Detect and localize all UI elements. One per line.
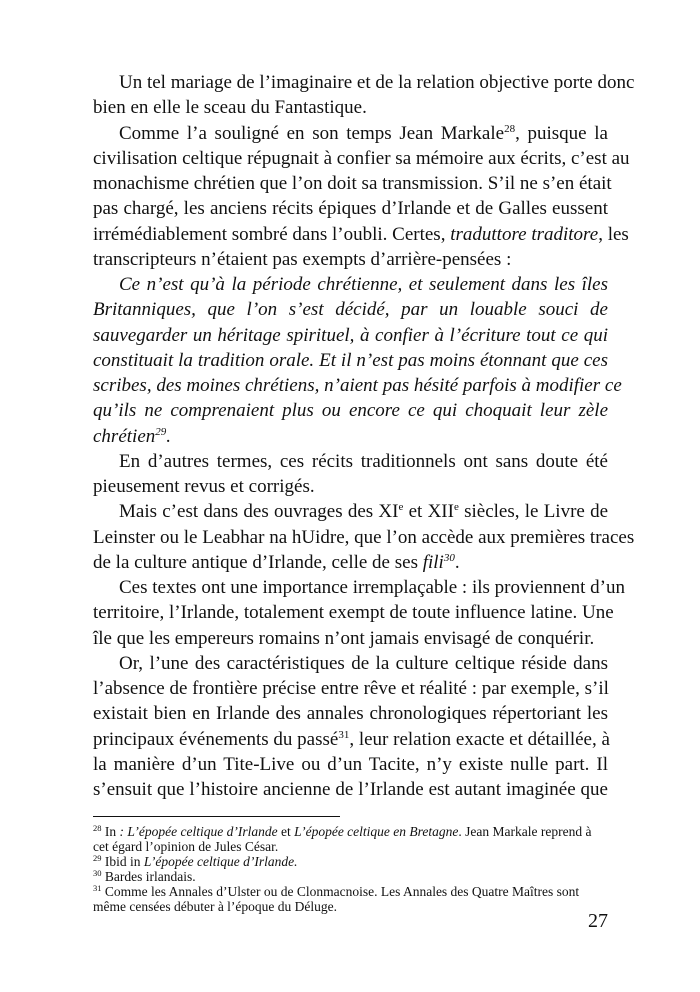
text-line (93, 424, 608, 449)
text-line (93, 373, 622, 398)
text-run: transcripteurs n’étaient pas exempts d’arrière-pensées : (93, 248, 512, 270)
footnote-ref: e (398, 501, 404, 514)
text-line (93, 171, 612, 196)
text-line (93, 701, 608, 726)
footnote-line (93, 899, 613, 914)
text-line (93, 272, 608, 297)
text-line (93, 146, 630, 171)
text-run: Comme l’a souligné en son temps Jean Markale (119, 122, 505, 144)
text-run: L’épopée celtique en Bretagne (294, 824, 459, 839)
footnote-ref: 28 (93, 823, 102, 833)
text-run: bien en elle le sceau du Fantastique. (93, 97, 367, 119)
text-run: existait bien en Irlande des annales chronologiques répertoriant les (93, 703, 608, 725)
text-line (93, 196, 608, 221)
text-line (93, 297, 608, 322)
text-line (93, 95, 608, 120)
text-run: Or, l’une des caractéristiques de la culture celtique réside dans (119, 652, 608, 674)
block-quote (93, 272, 622, 449)
paragraph (93, 449, 608, 500)
footnotes (93, 824, 613, 914)
text-run: de la culture antique d’Irlande, celle de ses (93, 551, 423, 573)
text-line (93, 222, 629, 247)
text-run: Un tel mariage de l’imaginaire et de la relation objective porte donc (119, 72, 635, 93)
text-run: l’absence de frontière précise entre rêve et réalité : par exemple, s’il (93, 678, 609, 699)
paragraph (93, 499, 635, 575)
text-run: Mais c’est dans des ouvrages des XI (119, 501, 399, 523)
text-line (93, 626, 608, 651)
text-run: Leinster ou le Leabhar na hUidre, que l’on accède aux premières traces (93, 526, 635, 548)
text-run: chrétien (93, 425, 156, 447)
text-line (93, 727, 608, 752)
footnote-line (93, 839, 613, 854)
text-line (93, 575, 625, 600)
text-line (93, 70, 635, 95)
paragraph (93, 70, 635, 121)
text-run: siècles, le Livre de (458, 501, 609, 523)
text-run: . Jean Markale reprend à (458, 824, 592, 839)
text-run: En d’autres termes, ces récits traditionnels ont sans doute été (119, 450, 608, 472)
text-run: . (454, 551, 460, 573)
text-line (93, 323, 608, 348)
text-run: civilisation celtique répugnait à confier sa mémoire aux écrits, c’est au (93, 147, 630, 169)
text-run: In (101, 824, 120, 839)
footnote-ref: e (453, 501, 459, 514)
text-run: et XII (403, 501, 454, 523)
footnote-separator (93, 816, 340, 817)
text-line (93, 752, 608, 777)
footnote-ref: 30 (443, 551, 455, 564)
text-line (93, 348, 608, 373)
footnote-ref: 29 (155, 425, 167, 438)
text-run: cet égard l’opinion de Jules César. (93, 839, 279, 854)
paragraph (93, 121, 630, 273)
footnote-ref: 31 (338, 728, 350, 741)
text-run: pieusement revus et corrigés. (93, 476, 315, 497)
text-line (93, 247, 608, 272)
text-run: Britanniques, que l’on s’est décidé, par un louable souci de (93, 299, 608, 321)
text-line (93, 121, 608, 146)
body-text (93, 70, 635, 802)
text-line (93, 398, 608, 423)
footnote-ref: 31 (93, 883, 102, 893)
text-line (93, 550, 608, 575)
text-run: Comme les Annales d’Ulster ou de Clonmacnoise. Les Annales des Quatre Maîtres sont (101, 884, 580, 899)
footnote-line (93, 884, 613, 899)
text-run: traduttore traditore (450, 223, 599, 245)
text-run: la manière d’un Tite-Live ou d’un Tacite, n’y existe nulle part. Il (93, 753, 608, 775)
paragraph (93, 651, 608, 803)
text-run: monachisme chrétien que l’on doit sa transmission. S’il ne s’en était (93, 173, 612, 194)
text-line (93, 676, 608, 701)
text-run: , leur relation exacte et détaillée, à (349, 728, 610, 750)
footnote-ref: 30 (93, 868, 102, 878)
text-run: fili (422, 551, 444, 573)
text-line (93, 499, 608, 524)
text-run: s’ensuit que l’histoire ancienne de l’Irlande est autant imaginée que (93, 779, 608, 800)
text-run: territoire, l’Irlande, totalement exempt de toute influence latine. Une (93, 602, 614, 624)
text-run: constituait la tradition orale. Et il n’est pas moins étonnant que ces (93, 349, 608, 371)
text-line (93, 600, 614, 625)
text-line (93, 474, 608, 499)
text-run: pas chargé, les anciens récits épiques d’Irlande et de Galles eussent (93, 198, 608, 220)
text-run: L’épopée celtique d’Irlande. (143, 854, 298, 869)
text-run: , les (598, 223, 629, 245)
page-number: 27 (588, 910, 608, 932)
text-run: qu’ils ne comprenaient plus ou encore ce qui choquait leur zèle (93, 400, 608, 422)
text-run: île que les empereurs romains n’ont jamais envisagé de conquérir. (93, 627, 595, 649)
text-run: Bardes irlandais. (101, 869, 196, 884)
paragraph (93, 575, 625, 651)
text-line (93, 651, 608, 676)
footnote-line (93, 824, 613, 839)
text-line (93, 449, 608, 474)
text-line (93, 777, 608, 802)
text-run: irrémédiablement sombré dans l’oubli. Certes, (93, 223, 451, 245)
text-run: , puisque la (515, 122, 608, 144)
footnote-line (93, 869, 613, 884)
text-run: scribes, des moines chrétiens, n’aient pas hésité parfois à modifier ce (93, 375, 622, 396)
text-run: Ces textes ont une importance irremplaçable : ils proviennent d’un (119, 577, 625, 598)
footnote-ref: 28 (504, 122, 516, 135)
footnote-ref: 29 (93, 853, 102, 863)
text-run: sauvegarder un héritage spirituel, à confier à l’écriture tout ce qui (93, 324, 608, 346)
text-run: Ce n’est qu’à la période chrétienne, et seulement dans les îles (119, 274, 608, 295)
text-run: . (166, 425, 172, 447)
text-run: et (277, 824, 295, 839)
text-run: Ibid in (101, 854, 144, 869)
text-run: : L’épopée celtique d’Irlande (119, 824, 278, 839)
text-line (93, 525, 635, 550)
text-run: principaux événements du passé (93, 728, 339, 750)
footnote-line (93, 854, 613, 869)
text-run: même censées débuter à l’époque du Déluge. (93, 899, 338, 914)
